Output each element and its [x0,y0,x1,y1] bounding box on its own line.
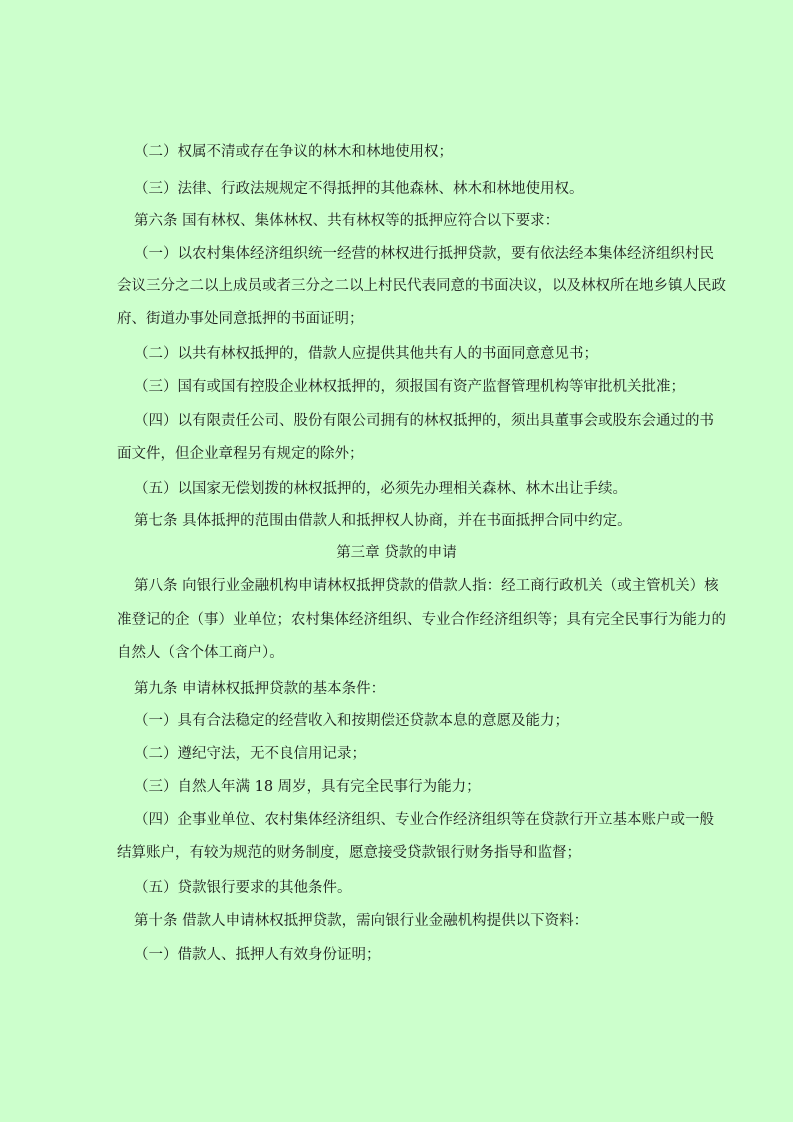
paragraph-line: （三）法律、行政法规规定不得抵押的其他森林、林木和林地使用权。 [134,181,584,197]
paragraph-line: 准登记的企（事）业单位；农村集体经济组织、专业合作经济组织等；具有完全民事行为能力的 [117,612,726,628]
paragraph-line: （二）以共有林权抵押的，借款人应提供其他共有人的书面同意意见书； [134,346,598,362]
paragraph-line: 会议三分之二以上成员或者三分之二以上村民代表同意的书面决议，以及林权所在地乡镇人民政 [117,278,726,294]
paragraph-line: 结算账户，有较为规范的财务制度，愿意接受贷款银行财务指导和监督； [117,845,581,861]
paragraph-line: （二）遵纪守法，无不良信用记录； [134,746,366,762]
article-heading-line: 第七条 具体抵押的范围由借款人和抵押权人协商，并在书面抵押合同中约定。 [134,513,632,529]
article-heading-line: 第十条 借款人申请林权抵押贷款，需向银行业金融机构提供以下资料： [134,913,589,929]
paragraph-line: （二）权属不清或存在争议的林木和林地使用权； [134,144,453,160]
paragraph-line: 自然人（含个体工商户）。 [117,645,284,661]
chapter-title: 第三章 贷款的申请 [336,545,457,561]
paragraph-line: （一）具有合法稳定的经营收入和按期偿还贷款本息的意愿及能力； [134,713,569,729]
article-heading-line: 第六条 国有林权、集体林权、共有林权等的抵押应符合以下要求： [134,213,560,229]
paragraph-line: 府、街道办事处同意抵押的书面证明； [117,311,364,327]
paragraph-line: 面文件，但企业章程另有规定的除外； [117,446,364,462]
article-heading-line: 第九条 申请林权抵押贷款的基本条件： [134,681,386,697]
paragraph-line: （一）借款人、抵押人有效身份证明； [134,947,381,963]
paragraph-line: （四）以有限责任公司、股份有限公司拥有的林权抵押的，须出具董事会或股东会通过的书 [134,413,714,429]
paragraph-line: （四）企事业单位、农村集体经济组织、专业合作经济组织等在贷款行开立基本账户或一般 [134,812,714,828]
paragraph-line: （五）贷款银行要求的其他条件。 [134,880,352,896]
paragraph-line: （三）国有或国有控股企业林权抵押的，须报国有资产监督管理机构等审批机关批准； [134,379,685,395]
article-heading-line: 第八条 向银行业金融机构申请林权抵押贷款的借款人指：经工商行政机关（或主管机关）核 [134,578,719,594]
paragraph-line: （五）以国家无偿划拨的林权抵押的，必须先办理相关森林、林木出让手续。 [134,481,627,497]
paragraph-line: （一）以农村集体经济组织统一经营的林权进行抵押贷款，要有依法经本集体经济组织村民 [134,246,714,262]
paragraph-line: （三）自然人年满 18 周岁，具有完全民事行为能力； [134,779,481,795]
